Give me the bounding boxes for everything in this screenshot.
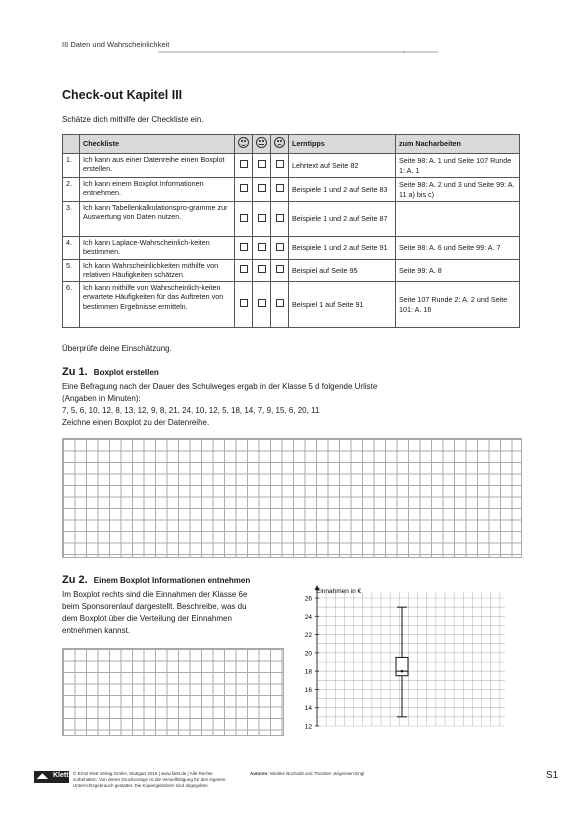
nacharbeiten-header: zum Nacharbeiten bbox=[396, 135, 520, 154]
checkbox-cell-sad bbox=[271, 282, 289, 328]
task1-data: 7, 5, 6, 10, 12, 8, 13, 12, 9, 8, 21, 24, 10, 12, 5, 18, 14, 7, 9, 15, 6, 20, 11 bbox=[62, 406, 320, 415]
checkbox-neutral[interactable] bbox=[258, 214, 266, 222]
checkbox-happy[interactable] bbox=[240, 184, 248, 192]
y-tick-label: 16 bbox=[304, 686, 312, 694]
answer-grid-1[interactable] bbox=[62, 438, 522, 558]
smiley-neutral-icon bbox=[256, 137, 267, 148]
row-statement: Ich kann Laplace-Wahrscheinlich-keiten bestimmen. bbox=[80, 237, 235, 260]
smiley-happy-icon bbox=[238, 137, 249, 148]
y-tick-label: 24 bbox=[304, 613, 312, 621]
row-nacharbeiten bbox=[396, 202, 520, 237]
header-neutral bbox=[253, 135, 271, 154]
logo-mark-icon: ◢◣ bbox=[37, 773, 48, 780]
row-statement: Ich kann mithilfe von Wahrscheinlich-keiten erwartete Häufigkeiten für das Auftreten von bestimmen Ergebnisse ermitteln. bbox=[80, 282, 235, 328]
row-statement: Ich kann Wahrscheinlichkeiten mithilfe von relativen Häufigkeiten schätzen. bbox=[80, 260, 235, 282]
checkbox-cell-neutral bbox=[253, 260, 271, 282]
copyright-text bbox=[73, 771, 225, 789]
logo-text: Klett bbox=[53, 772, 69, 779]
checkbox-neutral[interactable] bbox=[258, 184, 266, 192]
lerntipps-header: Lerntipps bbox=[289, 135, 396, 154]
checkbox-cell-happy bbox=[235, 178, 253, 202]
checkbox-neutral[interactable] bbox=[258, 160, 266, 168]
row-number: 1. bbox=[63, 154, 80, 178]
y-axis-label: Einnahmen in € bbox=[316, 588, 362, 595]
table-header-row bbox=[63, 135, 520, 154]
task1-text bbox=[62, 381, 377, 429]
checkbox-neutral[interactable] bbox=[258, 299, 266, 307]
checkbox-sad[interactable] bbox=[276, 160, 284, 168]
row-nacharbeiten: Seite 98: A. 6 und Seite 99: A. 7 bbox=[396, 237, 520, 260]
checkbox-cell-neutral bbox=[253, 282, 271, 328]
check-again-text: Überprüfe deine Einschätzung. bbox=[62, 344, 172, 353]
task2-heading bbox=[62, 574, 250, 586]
checkbox-happy[interactable] bbox=[240, 299, 248, 307]
checkbox-happy[interactable] bbox=[240, 243, 248, 251]
task1-heading bbox=[62, 366, 159, 378]
row-nacharbeiten: Seite 98: A. 2 und 3 und Seite 99: A. 11 a) bis c) bbox=[396, 178, 520, 202]
checkbox-happy[interactable] bbox=[240, 214, 248, 222]
page-title: Check-out Kapitel III bbox=[62, 88, 183, 102]
task2-title: Einem Boxplot Informationen entnehmen bbox=[93, 576, 251, 585]
task1-title: Boxplot erstellen bbox=[93, 368, 159, 377]
checklist-row bbox=[63, 202, 520, 237]
checkbox-cell-sad bbox=[271, 178, 289, 202]
header-sad bbox=[271, 135, 289, 154]
y-tick-label: 18 bbox=[304, 668, 312, 676]
checkbox-sad[interactable] bbox=[276, 214, 284, 222]
checkbox-cell-happy bbox=[235, 154, 253, 178]
row-nacharbeiten: Seite 98: A. 1 und Seite 107 Runde 1: A. 1 bbox=[396, 154, 520, 178]
checkbox-sad[interactable] bbox=[276, 265, 284, 273]
checklist-row bbox=[63, 260, 520, 282]
checkbox-cell-sad bbox=[271, 202, 289, 237]
row-nacharbeiten: Seite 107 Runde 2: A. 2 und Seite 101: A. 16 bbox=[396, 282, 520, 328]
boxplot-chart bbox=[290, 584, 520, 734]
checklist-row bbox=[63, 282, 520, 328]
row-number: 6. bbox=[63, 282, 80, 328]
y-tick-label: 26 bbox=[304, 595, 312, 603]
row-lerntipp: Lehrtext auf Seite 82 bbox=[289, 154, 396, 178]
checkbox-neutral[interactable] bbox=[258, 265, 266, 273]
row-lerntipp: Beispiel auf Seite 95 bbox=[289, 260, 396, 282]
task1-label: Zu 1. bbox=[62, 366, 88, 378]
boxplot-axis bbox=[305, 585, 320, 731]
copyright-line: vorbehalten. Von dieser Druckvorlage ist die Vervielfältigung für den eigenen bbox=[73, 777, 226, 782]
checkbox-cell-neutral bbox=[253, 178, 271, 202]
task1-line: Eine Befragung nach der Dauer des Schulweges ergab in der Klasse 5 d folgende Urliste bbox=[62, 382, 378, 391]
checkbox-neutral[interactable] bbox=[258, 243, 266, 251]
row-number: 4. bbox=[63, 237, 80, 260]
row-number: 2. bbox=[63, 178, 80, 202]
boxplot bbox=[396, 607, 408, 717]
task2-line: Im Boxplot rechts sind die Einnahmen der Klasse 6e bbox=[62, 590, 248, 599]
row-lerntipp: Beispiele 1 und 2 auf Seite 91 bbox=[289, 237, 396, 260]
copyright-line: © Ernst Klett Verlag GmbH, Stuttgart 2015 | www.klett.de | Alle Rechte bbox=[73, 771, 213, 776]
y-tick-label: 20 bbox=[304, 650, 312, 658]
boxplot-grid bbox=[317, 592, 505, 726]
checkbox-happy[interactable] bbox=[240, 265, 248, 273]
mean-dot bbox=[401, 670, 404, 673]
authors-label: Autoren: bbox=[250, 771, 269, 776]
row-statement: Ich kann Tabellenkalkulationspro-gramme zur Auswertung von Daten nutzen. bbox=[80, 202, 235, 237]
num-header bbox=[63, 135, 80, 154]
checkbox-cell-neutral bbox=[253, 154, 271, 178]
chapter-header: III Daten und Wahrscheinlichkeit bbox=[62, 40, 170, 49]
checkbox-happy[interactable] bbox=[240, 160, 248, 168]
row-number: 3. bbox=[63, 202, 80, 237]
y-tick-label: 12 bbox=[304, 723, 312, 731]
page-number: S1 bbox=[546, 770, 559, 781]
row-nacharbeiten: Seite 99: A. 8 bbox=[396, 260, 520, 282]
task2-line: dem Boxplot über die Verteilung der Einnahmen bbox=[62, 614, 232, 623]
task2-line: entnehmen kannst. bbox=[62, 626, 131, 635]
header-happy bbox=[235, 135, 253, 154]
task1-line: Zeichne einen Boxplot zu der Datenreihe. bbox=[62, 418, 210, 427]
checkbox-sad[interactable] bbox=[276, 299, 284, 307]
smiley-sad-icon bbox=[274, 137, 285, 148]
header-divider bbox=[18, 51, 578, 53]
checkbox-cell-neutral bbox=[253, 202, 271, 237]
row-lerntipp: Beispiele 1 und 2 auf Seite 83 bbox=[289, 178, 396, 202]
row-lerntipp: Beispiel 1 auf Seite 91 bbox=[289, 282, 396, 328]
checklist-table bbox=[62, 134, 520, 328]
checkbox-cell-happy bbox=[235, 202, 253, 237]
checklist-row bbox=[63, 178, 520, 202]
checkbox-cell-sad bbox=[271, 154, 289, 178]
task2-line: beim Sponsorenlauf dargestellt. Beschreibe, was du bbox=[62, 602, 247, 611]
intro-text: Schätze dich mithilfe der Checkliste ein. bbox=[62, 115, 204, 124]
box-body bbox=[396, 657, 408, 675]
checkbox-sad[interactable] bbox=[276, 243, 284, 251]
task2-text bbox=[62, 589, 247, 637]
checkliste-header: Checkliste bbox=[80, 135, 235, 154]
checklist-row bbox=[63, 154, 520, 178]
answer-grid-2[interactable] bbox=[62, 648, 284, 736]
row-lerntipp: Beispiele 1 und 2 auf Seite 87 bbox=[289, 202, 396, 237]
checklist-row bbox=[63, 237, 520, 260]
checkbox-cell-sad bbox=[271, 260, 289, 282]
checkbox-cell-happy bbox=[235, 282, 253, 328]
checkbox-cell-happy bbox=[235, 237, 253, 260]
checkbox-cell-happy bbox=[235, 260, 253, 282]
authors-text bbox=[250, 771, 364, 777]
row-statement: Ich kann einem Boxplot Informationen entnehmen. bbox=[80, 178, 235, 202]
authors-names: Wiebke Bocholdt und Thorsten Jürgensen-Engl bbox=[270, 771, 365, 776]
checkbox-sad[interactable] bbox=[276, 184, 284, 192]
task1-line: (Angaben in Minuten): bbox=[62, 394, 141, 403]
y-tick-label: 22 bbox=[304, 632, 312, 640]
checkbox-cell-sad bbox=[271, 237, 289, 260]
checkbox-cell-neutral bbox=[253, 237, 271, 260]
copyright-line: Unterrichtsgebrauch gestattet. Die Kopiergebühren sind abgegolten. bbox=[73, 783, 209, 788]
task2-label: Zu 2. bbox=[62, 574, 88, 586]
row-statement: Ich kann aus einer Datenreihe einen Boxplot erstellen. bbox=[80, 154, 235, 178]
row-number: 5. bbox=[63, 260, 80, 282]
y-tick-label: 14 bbox=[304, 705, 312, 713]
